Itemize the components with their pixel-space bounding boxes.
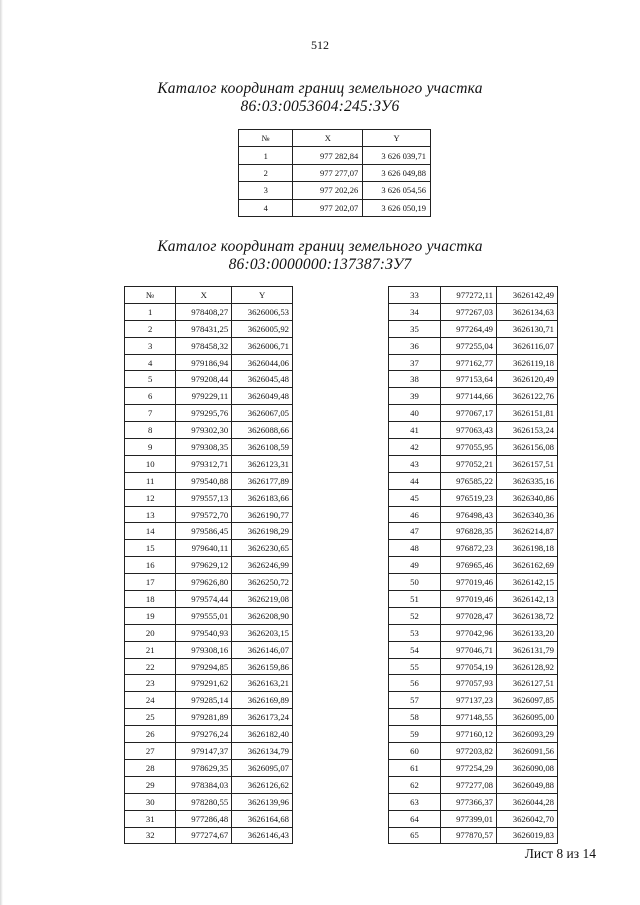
table-row	[125, 405, 293, 422]
cell-y: 3626198,18	[497, 540, 558, 557]
cell-number: 63	[389, 793, 441, 810]
table-row	[389, 709, 558, 726]
cell-y: 3626095,07	[232, 759, 293, 776]
cell-y: 3626093,29	[497, 726, 558, 743]
cell-x: 977019,46	[441, 574, 497, 591]
table-row	[389, 574, 558, 591]
cell-number: 40	[389, 405, 441, 422]
cell-y: 3626340,86	[497, 489, 558, 506]
cell-number: 4	[125, 354, 176, 371]
cell-y: 3626134,79	[232, 743, 293, 760]
cell-x: 979295,76	[176, 405, 232, 422]
table-row	[125, 455, 293, 472]
cell-y: 3626203,15	[232, 624, 293, 641]
table-row	[389, 776, 558, 793]
cell-number: 39	[389, 388, 441, 405]
table-row	[125, 371, 293, 388]
cell-x: 977063,43	[441, 422, 497, 439]
cell-y: 3626097,85	[497, 692, 558, 709]
cell-y: 3626177,89	[232, 472, 293, 489]
cell-number: 53	[389, 624, 441, 641]
col-header-x: X	[293, 130, 363, 147]
table-row	[389, 405, 558, 422]
cell-number: 6	[125, 388, 176, 405]
cell-y: 3626134,63	[497, 303, 558, 320]
cell-y: 3626246,99	[232, 557, 293, 574]
cell-x: 977042,96	[441, 624, 497, 641]
cell-y: 3626198,29	[232, 523, 293, 540]
cell-number: 18	[125, 591, 176, 608]
cell-number: 44	[389, 472, 441, 489]
table-row	[125, 793, 293, 810]
cell-x: 977046,71	[441, 641, 497, 658]
cell-y: 3626142,15	[497, 574, 558, 591]
cell-number: 12	[125, 489, 176, 506]
cell-y: 3626219,08	[232, 591, 293, 608]
cell-y: 3626119,18	[497, 354, 558, 371]
table-row	[125, 337, 293, 354]
cell-x: 976965,46	[441, 557, 497, 574]
cell-number: 14	[125, 523, 176, 540]
catalog2-title-line1: Каталог координат границ земельного участка	[157, 238, 483, 255]
cell-y: 3626169,89	[232, 692, 293, 709]
cell-y: 3626162,69	[497, 557, 558, 574]
cell-x: 977286,48	[176, 810, 232, 827]
cell-x: 979626,80	[176, 574, 232, 591]
cell-y: 3626142,13	[497, 591, 558, 608]
cell-number: 65	[389, 827, 441, 844]
table-row	[125, 540, 293, 557]
table-row	[239, 199, 431, 216]
cell-x: 979586,45	[176, 523, 232, 540]
cell-y: 3626151,81	[497, 405, 558, 422]
cell-x: 976498,43	[441, 506, 497, 523]
table-row	[389, 759, 558, 776]
table-row	[125, 422, 293, 439]
cell-x: 977052,21	[441, 455, 497, 472]
cell-number: 3	[239, 182, 293, 199]
cell-x: 979308,35	[176, 439, 232, 456]
table-row	[389, 591, 558, 608]
table-row	[125, 557, 293, 574]
cell-number: 23	[125, 675, 176, 692]
cell-y: 3626250,72	[232, 574, 293, 591]
cell-x: 979557,13	[176, 489, 232, 506]
table-row	[125, 574, 293, 591]
col-header-y: Y	[232, 287, 293, 304]
cell-y: 3626159,86	[232, 658, 293, 675]
cell-y: 3626190,77	[232, 506, 293, 523]
table-row	[125, 354, 293, 371]
cell-y: 3626006,53	[232, 303, 293, 320]
table-row	[389, 658, 558, 675]
cell-x: 976872,23	[441, 540, 497, 557]
table-row	[389, 675, 558, 692]
col-header-y: Y	[363, 130, 431, 147]
table-row	[389, 692, 558, 709]
cell-x: 979186,94	[176, 354, 232, 371]
table-row	[389, 388, 558, 405]
cell-number: 33	[389, 287, 441, 304]
cell-number: 37	[389, 354, 441, 371]
table-row	[125, 692, 293, 709]
col-header-number: №	[125, 287, 176, 304]
cell-y: 3626116,07	[497, 337, 558, 354]
cell-number: 54	[389, 641, 441, 658]
cell-y: 3626131,79	[497, 641, 558, 658]
cell-number: 1	[239, 147, 293, 164]
table-row	[389, 827, 558, 844]
table-row	[125, 675, 293, 692]
cell-number: 3	[125, 337, 176, 354]
cell-number: 5	[125, 371, 176, 388]
cell-y: 3626005,92	[232, 320, 293, 337]
cell-y: 3626146,07	[232, 641, 293, 658]
cell-number: 35	[389, 320, 441, 337]
cell-y: 3626019,83	[497, 827, 558, 844]
table-row	[389, 422, 558, 439]
cell-x: 979147,37	[176, 743, 232, 760]
cell-x: 977148,55	[441, 709, 497, 726]
cell-y: 3626138,72	[497, 607, 558, 624]
cell-x: 977 202,07	[293, 199, 363, 216]
col-header-number: №	[239, 130, 293, 147]
table-row	[389, 624, 558, 641]
cell-y: 3626126,62	[232, 776, 293, 793]
cell-y: 3626120,49	[497, 371, 558, 388]
table-row	[125, 726, 293, 743]
cell-x: 978431,25	[176, 320, 232, 337]
cell-x: 978280,55	[176, 793, 232, 810]
cell-x: 979285,14	[176, 692, 232, 709]
table-row	[125, 641, 293, 658]
cell-x: 977255,04	[441, 337, 497, 354]
cell-x: 977 277,07	[293, 164, 363, 181]
cell-number: 60	[389, 743, 441, 760]
cell-number: 59	[389, 726, 441, 743]
cell-y: 3626335,16	[497, 472, 558, 489]
cell-x: 976519,23	[441, 489, 497, 506]
cell-x: 977277,08	[441, 776, 497, 793]
table-row	[389, 793, 558, 810]
table-row	[125, 489, 293, 506]
cell-y: 3626163,21	[232, 675, 293, 692]
cell-x: 979555,01	[176, 607, 232, 624]
table-row	[389, 540, 558, 557]
cell-x: 977055,95	[441, 439, 497, 456]
cell-y: 3626044,28	[497, 793, 558, 810]
cell-number: 8	[125, 422, 176, 439]
cell-number: 7	[125, 405, 176, 422]
cell-x: 977160,12	[441, 726, 497, 743]
cell-y: 3626091,56	[497, 743, 558, 760]
table-row	[389, 439, 558, 456]
cell-number: 15	[125, 540, 176, 557]
cell-x: 977162,77	[441, 354, 497, 371]
cell-x: 977254,29	[441, 759, 497, 776]
catalog2-title-line2: 86:03:0000000:137387:ЗУ7	[228, 256, 412, 273]
cell-x: 976828,35	[441, 523, 497, 540]
cell-y: 3626139,96	[232, 793, 293, 810]
cell-y: 3 626 050,19	[363, 199, 431, 216]
cell-number: 49	[389, 557, 441, 574]
cell-number: 2	[239, 164, 293, 181]
sheet-label: Лист 8 из 14	[524, 846, 596, 861]
table-row	[389, 810, 558, 827]
cell-y: 3626146,43	[232, 827, 293, 844]
table-row	[239, 147, 431, 164]
table-row	[125, 709, 293, 726]
cell-y: 3626130,71	[497, 320, 558, 337]
cell-number: 29	[125, 776, 176, 793]
table-row	[125, 776, 293, 793]
table-row	[125, 472, 293, 489]
cell-number: 42	[389, 439, 441, 456]
table-row	[389, 641, 558, 658]
cell-number: 51	[389, 591, 441, 608]
cell-x: 977203,82	[441, 743, 497, 760]
cell-number: 20	[125, 624, 176, 641]
cell-x: 979640,11	[176, 540, 232, 557]
cell-number: 62	[389, 776, 441, 793]
cell-y: 3626128,92	[497, 658, 558, 675]
cell-number: 43	[389, 455, 441, 472]
cell-number: 57	[389, 692, 441, 709]
cell-y: 3 626 049,88	[363, 164, 431, 181]
table-row	[389, 337, 558, 354]
cell-x: 977399,01	[441, 810, 497, 827]
cell-x: 979281,89	[176, 709, 232, 726]
table-row	[125, 658, 293, 675]
table-row	[389, 354, 558, 371]
cell-y: 3626156,08	[497, 439, 558, 456]
table-row	[389, 320, 558, 337]
cell-number: 9	[125, 439, 176, 456]
cell-number: 38	[389, 371, 441, 388]
cell-x: 977274,67	[176, 827, 232, 844]
table-row	[389, 287, 558, 304]
cell-number: 1	[125, 303, 176, 320]
cell-number: 10	[125, 455, 176, 472]
cell-number: 31	[125, 810, 176, 827]
catalog1-title-line1: Каталог координат границ земельного участка	[157, 80, 483, 97]
table-row	[389, 472, 558, 489]
cell-x: 979208,44	[176, 371, 232, 388]
cell-x: 979574,44	[176, 591, 232, 608]
cell-y: 3626049,48	[232, 388, 293, 405]
cell-y: 3626088,66	[232, 422, 293, 439]
cell-y: 3626006,71	[232, 337, 293, 354]
cell-number: 47	[389, 523, 441, 540]
cell-number: 16	[125, 557, 176, 574]
cell-number: 17	[125, 574, 176, 591]
table-row	[389, 523, 558, 540]
cell-x: 977 202,26	[293, 182, 363, 199]
cell-x: 979276,24	[176, 726, 232, 743]
cell-x: 979629,12	[176, 557, 232, 574]
cell-y: 3626045,48	[232, 371, 293, 388]
table-row	[125, 320, 293, 337]
cell-x: 978458,32	[176, 337, 232, 354]
cell-x: 977067,17	[441, 405, 497, 422]
catalog1-title-line2: 86:03:0053604:245:ЗУ6	[240, 98, 400, 115]
table-row	[125, 624, 293, 641]
cell-y: 3626182,40	[232, 726, 293, 743]
cell-x: 977 282,84	[293, 147, 363, 164]
table-row	[389, 489, 558, 506]
cell-number: 32	[125, 827, 176, 844]
cell-y: 3626122,76	[497, 388, 558, 405]
table-row	[125, 759, 293, 776]
cell-x: 979229,11	[176, 388, 232, 405]
cell-number: 41	[389, 422, 441, 439]
cell-y: 3626095,00	[497, 709, 558, 726]
cell-y: 3626208,90	[232, 607, 293, 624]
cell-number: 46	[389, 506, 441, 523]
cell-number: 61	[389, 759, 441, 776]
cell-number: 28	[125, 759, 176, 776]
cell-x: 977870,57	[441, 827, 497, 844]
table-row	[125, 303, 293, 320]
cell-y: 3626153,24	[497, 422, 558, 439]
cell-number: 55	[389, 658, 441, 675]
cell-number: 58	[389, 709, 441, 726]
cell-number: 56	[389, 675, 441, 692]
cell-number: 27	[125, 743, 176, 760]
cell-x: 977028,47	[441, 607, 497, 624]
catalog1-title	[0, 80, 640, 116]
table-row	[125, 388, 293, 405]
cell-x: 977366,37	[441, 793, 497, 810]
cell-number: 2	[125, 320, 176, 337]
cell-x: 976585,22	[441, 472, 497, 489]
cell-y: 3 626 054,56	[363, 182, 431, 199]
cell-number: 34	[389, 303, 441, 320]
cell-number: 4	[239, 199, 293, 216]
cell-x: 977057,93	[441, 675, 497, 692]
cell-y: 3626067,05	[232, 405, 293, 422]
cell-x: 978629,35	[176, 759, 232, 776]
table-header-row	[125, 287, 293, 304]
cell-y: 3626042,70	[497, 810, 558, 827]
cell-number: 24	[125, 692, 176, 709]
cell-y: 3626142,49	[497, 287, 558, 304]
cell-y: 3626108,59	[232, 439, 293, 456]
table-row	[125, 743, 293, 760]
page-number: 512	[311, 38, 329, 52]
table-row	[389, 607, 558, 624]
cell-x: 977264,49	[441, 320, 497, 337]
cell-y: 3626123,31	[232, 455, 293, 472]
cell-y: 3626157,51	[497, 455, 558, 472]
cell-y: 3626173,24	[232, 709, 293, 726]
cell-x: 979302,30	[176, 422, 232, 439]
table-row	[389, 557, 558, 574]
cell-x: 977019,46	[441, 591, 497, 608]
cell-number: 30	[125, 793, 176, 810]
cell-x: 978408,27	[176, 303, 232, 320]
cell-y: 3626049,88	[497, 776, 558, 793]
table-row	[125, 439, 293, 456]
cell-y: 3626164,68	[232, 810, 293, 827]
table-row	[389, 743, 558, 760]
table-row	[125, 607, 293, 624]
cell-number: 26	[125, 726, 176, 743]
table-row	[389, 303, 558, 320]
cell-y: 3626183,66	[232, 489, 293, 506]
cell-x: 978384,03	[176, 776, 232, 793]
cell-number: 48	[389, 540, 441, 557]
cell-x: 979312,71	[176, 455, 232, 472]
cell-number: 22	[125, 658, 176, 675]
cell-x: 979572,70	[176, 506, 232, 523]
cell-number: 11	[125, 472, 176, 489]
table-row	[389, 506, 558, 523]
cell-x: 977153,64	[441, 371, 497, 388]
cell-number: 36	[389, 337, 441, 354]
cell-number: 13	[125, 506, 176, 523]
scan-edge	[0, 0, 3, 905]
table-row	[389, 726, 558, 743]
table-header-row	[239, 130, 431, 147]
table-row	[389, 455, 558, 472]
cell-x: 979540,93	[176, 624, 232, 641]
cell-number: 52	[389, 607, 441, 624]
cell-x: 977137,23	[441, 692, 497, 709]
table-row	[125, 591, 293, 608]
table-row	[125, 827, 293, 844]
catalog1-table	[238, 129, 431, 217]
cell-y: 3626340,36	[497, 506, 558, 523]
cell-number: 25	[125, 709, 176, 726]
catalog2-table-left	[124, 286, 293, 844]
catalog2-title	[0, 238, 640, 274]
cell-y: 3 626 039,71	[363, 147, 431, 164]
cell-x: 979291,62	[176, 675, 232, 692]
table-row	[239, 164, 431, 181]
table-row	[125, 810, 293, 827]
col-header-x: X	[176, 287, 232, 304]
table-row	[125, 523, 293, 540]
cell-y: 3626127,51	[497, 675, 558, 692]
cell-x: 979308,16	[176, 641, 232, 658]
cell-x: 979294,85	[176, 658, 232, 675]
cell-number: 50	[389, 574, 441, 591]
cell-y: 3626214,87	[497, 523, 558, 540]
cell-number: 64	[389, 810, 441, 827]
table-row	[389, 371, 558, 388]
cell-x: 977144,66	[441, 388, 497, 405]
cell-y: 3626044,06	[232, 354, 293, 371]
table-row	[239, 182, 431, 199]
cell-x: 977272,11	[441, 287, 497, 304]
cell-y: 3626133,20	[497, 624, 558, 641]
cell-y: 3626230,65	[232, 540, 293, 557]
cell-x: 979540,88	[176, 472, 232, 489]
catalog2-table-right	[388, 286, 558, 844]
cell-x: 977054,19	[441, 658, 497, 675]
cell-number: 21	[125, 641, 176, 658]
table-row	[125, 506, 293, 523]
cell-x: 977267,03	[441, 303, 497, 320]
cell-number: 19	[125, 607, 176, 624]
cell-number: 45	[389, 489, 441, 506]
cell-y: 3626090,08	[497, 759, 558, 776]
